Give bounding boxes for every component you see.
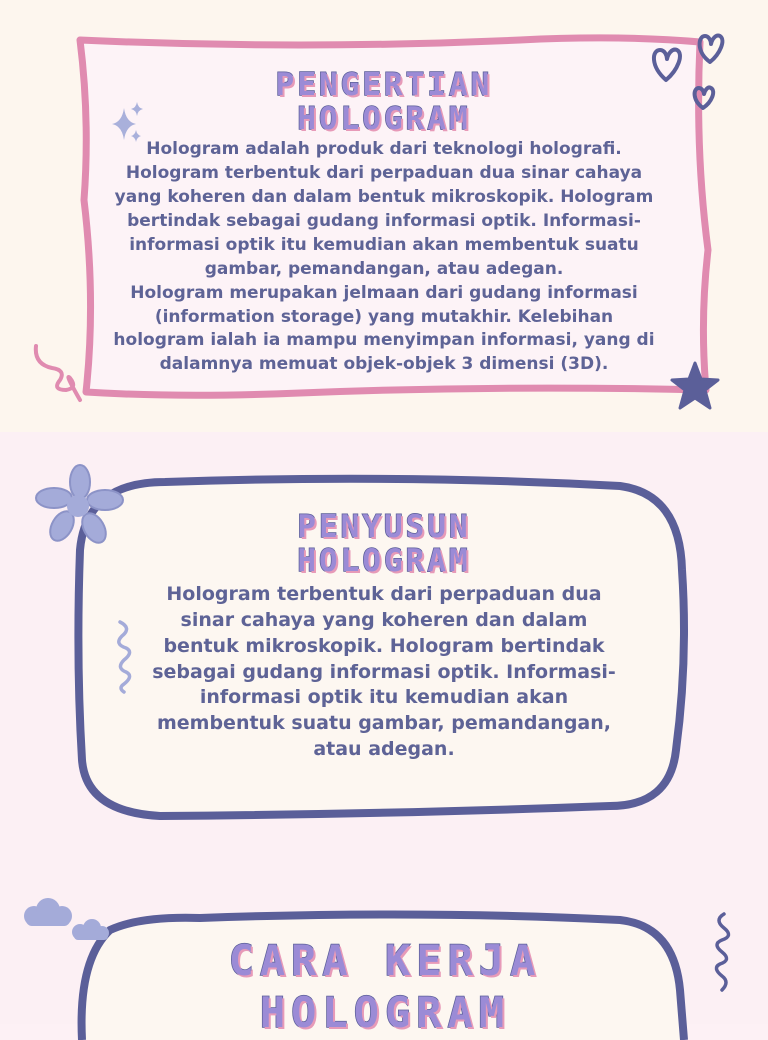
cloud-icon	[20, 896, 110, 946]
card-pengertian	[96, 68, 672, 377]
section-paragraph: Hologram terbentuk dari perpaduan dua sinar cahaya yang koheren dan dalam bentuk mikroskopik. Hologram bertindak sebagai gudang informasi optik. Informasi- informasi optik itu kemudian akan membentuk suatu gambar, pemandangan, atau adegan.	[152, 583, 616, 760]
section-title	[96, 68, 672, 136]
section-title	[110, 938, 660, 1036]
squiggle-icon	[708, 910, 738, 994]
section-title	[108, 510, 660, 578]
card-cara-kerja	[110, 938, 660, 1036]
squiggle-icon	[30, 340, 90, 406]
section-title-line2: HOLOGRAM	[297, 543, 471, 580]
star-icon	[668, 360, 722, 412]
section-title-line2: HOLOGRAM	[259, 988, 511, 1038]
section-title-line2: HOLOGRAM	[297, 101, 471, 138]
section-title-line1: PENGERTIAN	[275, 67, 493, 103]
section-title-line1: CARA KERJA	[228, 936, 542, 985]
card-penyusun	[108, 510, 660, 763]
section-paragraph: Hologram adalah produk dari teknologi holografi. Hologram terbentuk dari perpaduan dua sinar cahaya yang koheren dan dalam bentuk mikroskopik. Hologram bertindak sebagai gudang informasi optik. Informasi- informasi optik itu kemudian akan membentuk suatu gambar, pemandangan, atau adegan. Hologram merupakan jelmaan dari gudang informasi (information storage) yang mutakhir. Kelebihan hologram ialah ia mampu menyimpan informasi, yang di dalamnya memuat objek-objek 3 dimensi (3D).	[113, 139, 655, 375]
section-title-line1: PENYUSUN	[297, 509, 471, 545]
